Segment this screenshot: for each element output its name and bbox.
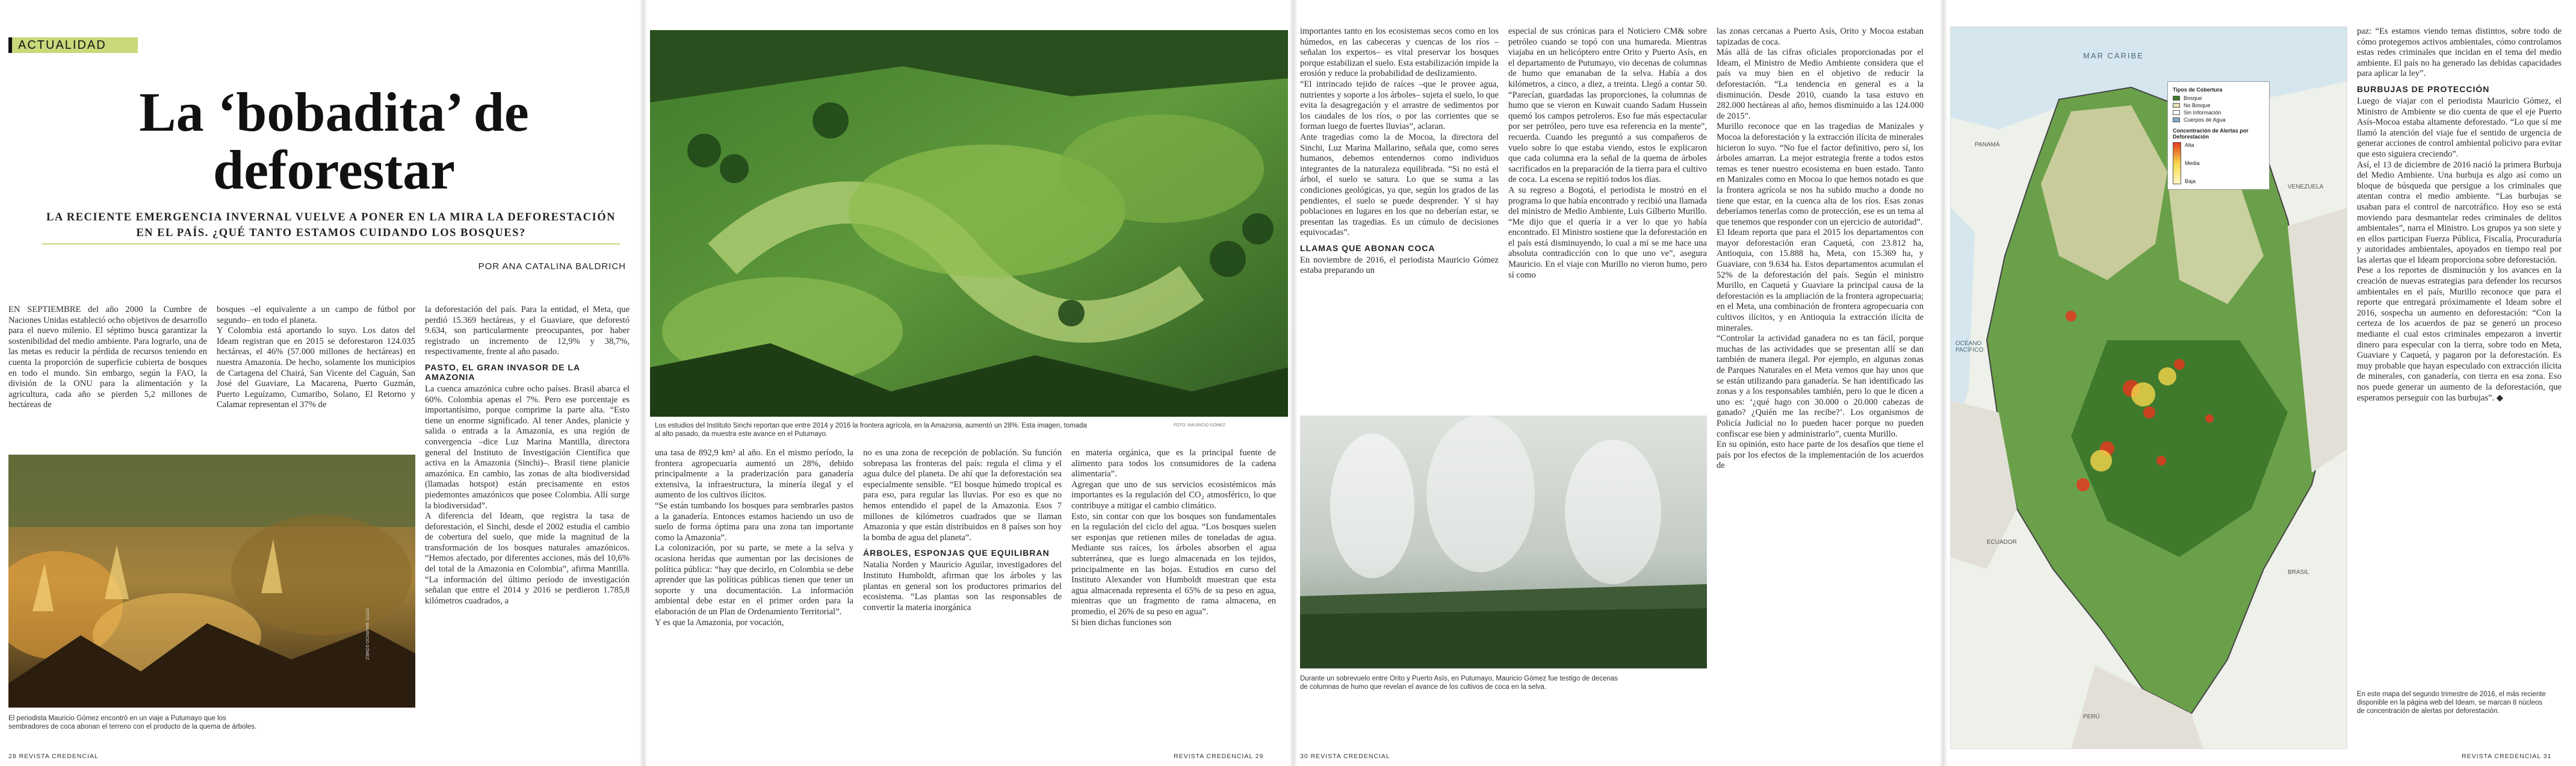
photo-credit-1: FOTO: MAURICIO GÓMEZ: [365, 608, 369, 660]
map-label-brasil: BRASIL: [2288, 569, 2309, 576]
article-column-6: en materia orgánica, que es la principal fuente de alimento para todos los consumidores de la cadena alimentaria”. Agregan que uno de sus servicios ecosistémicos más importantes es la regulación del CO₂ atmosférico, lo que contribuye a mitigar el cambio climático. Esto, sin contar con que los bosques son fundamentales en la regulación del ciclo del agua. “Los bosques suelen ser esponjas que retienen miles de toneladas de agua. Mediante sus raíces, los árboles absorben el agua subterránea, que es luego almacenada en los tejidos, principalmente en las hojas. Estudios en curso del Instituto Alexander von Humboldt muestran que esta agua almacenada representa el 65% de su peso en agua, mientras que un fragmento de rama almacena, en promedio, el 26% de su peso en agua”. Si bien dichas funciones son: [1071, 448, 1276, 627]
map-label-sea: MAR CARIBE: [2083, 51, 2144, 60]
map-label-ocean: OCÉANO PACÍFICO: [1955, 340, 1984, 353]
article-column-9: las zonas cercanas a Puerto Asís, Orito y Mocoa estaban tapizadas de coca. Más allá de las cifras oficiales proporcionadas por el Ideam, el Ministro de Medio Ambiente considera que el país va muy bien en el objetivo de reducir la deforestación. “La tendencia en general es a la disminución. Desde 2010, cuando la tasa estuvo en 282.000 hectáreas al año, hemos disminuido a las 124.000 de 2015”. Murillo reconoce que en las tragedias de Manizales y Mocoa la deforestación y la extracción ilícita de minerales hicieron lo suyo. “No fue el factor definitivo, pero sí, los árboles amarran. La mejor estrategia frente a todos estos temas es tener nuestro ecosistema en buen estado. Tanto en Manizales como en Mocoa lo que hemos notado es que la frontera agrícola se nos ha subido mucho a donde no tiene que estar, en la cuenca alta de los ríos. Esas zonas deberíamos tenerlas como de protección, ese es un tema al que tenemos que responder con un ejercicio de autoridad”. El Ideam reporta que para el 2015 los departamentos con mayor deforestación eran Caquetá, con 23.812 ha, Antioquia, con 15.888 ha, Meta, con 15.369 ha, y Guaviare, con 9.634 ha. Estos departamentos acumulan el 52% de la deforestación del país. Según el ministro Murillo, en Caquetá y Guaviare la principal causa de la deforestación es la ampliación de la frontera agropecuaria; en el Meta, una combinación de frontera agropecuaria con cultivos ilícitos, y en Antioquia la extracción ilícita de minerales. “Controlar la actividad ganadera no es tan fácil, porque muchas de las actividades que se presentan allí se dan también de manera ilegal. Por ejemplo, en algunas zonas de Parques Naturales en el Meta vemos que hay unos que se están utilizando para ganadería. Se han identificado las zonas y a los responsables también, pero lo que le dicen a uno es: ‘¿qué hago con 30.000 o 20.000 cabezas de ganado? ¿Quién me las recibe?’. Los organismos de Policía Judicial no lo pueden hacer porque no pueden confiscar ese bien y administrarlo”, cuenta Murillo. En su opinión, esto hace parte de los desafíos que tiene el país por los efectos de la implementación de los acuerdos de: [1717, 26, 1924, 471]
smoke-columns-image: [1300, 416, 1707, 668]
column-10-text: paz: “Es estamos viendo temas distintos, sobre todo de cómo protegemos activos ambientales, cómo controlamos estas redes criminales que incidan en el tema del medio ambiente. El país no ha generado las debidas capacidades para aplicar la ley”.: [2357, 26, 2562, 79]
legend-label-no-info: Sin Información: [2184, 110, 2221, 116]
section-heading-burbujas: BURBUJAS DE PROTECCIÓN: [2357, 84, 2490, 94]
map-label-venezuela: VENEZUELA: [2288, 184, 2324, 190]
legend-row-no-info: [2173, 110, 2264, 116]
section-heading-arboles: ÁRBOLES, ESPONJAS QUE EQUILIBRAN: [863, 548, 1050, 558]
page-4: [1944, 0, 2576, 766]
article-column-8: especial de sus crónicas para el Noticiero CM& sobre petróleo cuando se topó con una humareda. Mientras viajaba en un helicóptero entre Orito y Puerto Asís, en el departamento de Putumayo, vio decenas de columnas de humo que emanaban de la selva. Había a dos kilómetros, a cinco, a diez, a treinta. Llegó a contar 50. “Parecían, guardadas las proporciones, la columnas de humo que se vieron en Kuwait cuando Sadam Hussein quemó los campos petroleros. Eso fue más espectacular por ser petróleo, pero tuve esa referencia en la mente”, recuerda. Cuando les preguntó a sus compañeros de vuelo sobre lo que estaba viendo, estos le explicaron que cada columna era la señal de la quema de árboles sacrificados en la preparación de la tierra para el cultivo de coca. La escena se repitió todos los días. A su regreso a Bogotá, el periodista le mostró en el programa lo que había encontrado y recibió una llamada del ministro de Medio Ambiente, Luis Gilberto Murillo. “Me dijo que el quería ir a ver lo que yo había encontrado. El Ministro sostiene que la deforestación en el país está disminuyendo, lo cual a mí se me hace una absoluta contradicción con lo que uno ve”, asegura Mauricio. En el viaje con Murillo no vieron humo, pero sí como: [1508, 26, 1707, 280]
page-2: [644, 0, 1294, 766]
legend-row-non-forest: [2173, 102, 2264, 108]
legend-alert-high: Alta: [2185, 142, 2194, 148]
photo-aerial-pasture: [650, 30, 1288, 417]
legend-label-forest: Bosque: [2184, 95, 2202, 101]
legend-label-non-forest: No Bosque: [2184, 102, 2211, 108]
column-3-text-b: La cuenca amazónica cubre ocho países. Brasil abarca el 60%. Colombia apenas el 7%. Pero ese porcentaje es importantísimo, porque comprime la parte alta. “Esto tiene un enorme significado. Al tener Andes, planicie y salida o entrada a la Amazonia, es una región de convergencia –dice Luz Marina Mantilla, directora general del Instituto de Investigación Científica que activa en la Amazonia (Sinchi)–. Brasil tiene planicie amazónica. En cambio, las zonas de alta biodiversidad (llamadas hotspot) están precisamente en estos piedemontes amazónicos que posee Colombia. Allí surge la biodiversidad”. A diferencia del Ideam, que registra la tasa de deforestación, el Sinchi, desde el 2002 estudia el cambio de cobertura del suelo, que mide la magnitud de la transformación de los bosques naturales amazónicos. “Hemos afectado, por diferentes acciones, más del 10,6% del total de la Amazonia en Colombia”, afirma Mantilla. “La información del último período de investigación señalan que entre el 2014 y 2016 se perdieron 1.785,8 kilómetros cuadrados, a: [425, 384, 630, 606]
page-folio-4: REVISTA CREDENCIAL 31: [2462, 753, 2552, 760]
legend-alert-labels: [2185, 142, 2200, 184]
column-5-text-b: Natalia Norden y Mauricio Aguilar, investigadores del Instituto Humboldt, afirman que los árboles y las plantas en general son los productores primarios del ecosistema. “Las plantas son las responsables de convertir la materia inorgánica: [863, 560, 1062, 612]
legend-label-water: Cuerpos de Agua: [2184, 117, 2226, 123]
deforestation-map: [1950, 26, 2347, 749]
map-label-ecuador: ECUADOR: [1987, 539, 2017, 546]
page-folio-1: 28 REVISTA CREDENCIAL: [8, 753, 99, 760]
page-3: [1294, 0, 1944, 766]
legend-alert-low: Baja: [2185, 178, 2196, 184]
section-heading-pasto: PASTO, EL GRAN INVASOR DE LA AMAZONIA: [425, 362, 580, 382]
map-caption: En este mapa del segundo trimestre de 2016, el más reciente disponible en la página web del Ideam, se marcan 8 núcleos de concentración de alertas por deforestación.: [2357, 691, 2546, 715]
legend-swatch-water: [2173, 117, 2180, 122]
article-column-10: [2357, 26, 2562, 403]
column-10-text-b: Luego de viajar con el periodista Mauricio Gómez, el Ministro de Ambiente se dio cuenta de que el eje Puerto Asís-Mocoa estaba altamente deforestado. “Lo que sí me llamó la atención del viaje fue el sentido de urgencia de generar acciones de control ambiental policivo para evitar que esto siguiera creciendo”. Así, el 13 de diciembre de 2016 nació la primera Burbuja del Medio Ambiente. Una burbuja es algo así como un bloque de búsqueda que persigue a los criminales que atentan contra el medio ambiente. “Las burbujas se usaban para el control de narcotráfico. Hoy eso se está moviendo para desmantelar redes criminales de delitos ambientales”, narra el Ministro. Los grupos ya son siete y en ellos participan Fuerza Pública, Fiscalía, Procuraduría y autoridades ambientales, apoyados en tiempo real por las alertas que el Ideam proporciona sobre deforestación. Pese a los reportes de disminución y los avances en la creación de nuevas estrategias para defender los recursos ambientales en el país, Murillo reconoce que para el reporte que entregará próximamente el Ideam sobre el 2016, sospecha un aumento en deforestación: “Con la certeza de los acuerdos de paz se generó un proceso mediante el cual estos criminales empezaron a invertir dinero para especular con la tierra, sobre todo en Meta, Guaviare y Caquetá, y pagaron por la deforestación. Es muy probable que hayan especulado con extracción ilícita de minerales, con ganadería, con tierra en esa zona. Eso nos puede generar un aumento de la deforestación, que esperamos perseguir con las burbujas”. ◆: [2357, 96, 2562, 403]
photo-caption-3: Durante un sobrevuelo entre Orito y Puerto Asís, en Putumayo, Mauricio Gómez fue testigo de decenas de columnas de humo que revelan el avance de los cultivos de coca en la selva.: [1300, 675, 1618, 691]
legend-swatch-no-info: [2173, 110, 2180, 115]
colombia-map-image: [1951, 27, 2347, 749]
column-3-text: la deforestación del país. Para la entidad, el Meta, que perdió 15.369 hectáreas, y el Guaviare, que deforestó 9.634, son particularmente preocupantes, por haber registrado un incremento de 12,9% y 38,7%, respectivamente, frente al año pasado.: [425, 305, 630, 357]
section-tag-label: ACTUALIDAD: [18, 39, 107, 52]
photo-caption-1: El periodista Mauricio Gómez encontró en un viaje a Putumayo que los sembradores de coca abonan el terreno con el producto de la quema de árboles.: [8, 715, 257, 730]
map-label-panama: PANAMÁ: [1975, 142, 2000, 148]
legend-swatch-non-forest: [2173, 103, 2180, 108]
map-label-peru: PERÚ: [2083, 714, 2100, 720]
map-legend-title-coverage: Tipos de Cobertura: [2173, 87, 2223, 93]
photo-burning-forest: [8, 455, 415, 708]
legend-swatch-forest: [2173, 96, 2180, 101]
legend-row-water: [2173, 117, 2264, 123]
article-column-1: EN SEPTIEMBRE del año 2000 la Cumbre de Naciones Unidas estableció ocho objetivos de desarrollo para el nuevo milenio. El séptimo busca garantizar la sostenibilidad del medio ambiente. Para lograrlo, una de las metas es reducir la pérdida de recursos teniendo en cuenta la proporción de superficie cubierta de bosques en todo el mundo. Sin embargo, según la FAO, la división de la ONU para la alimentación y la agricultura, cada año se pierden 5,2 millones de hectáreas de: [8, 305, 207, 410]
photo-credit-2: FOTO: MAURICIO GÓMEZ: [1174, 423, 1225, 428]
legend-row-forest: [2173, 95, 2264, 101]
map-legend: [2167, 81, 2270, 190]
legend-alert-mid: Media: [2185, 160, 2200, 166]
page-1: [0, 0, 644, 766]
article-column-2: bosques –el equivalente a un campo de fútbol por segundo– en todo el planeta. Y Colombia está aportando lo suyo. Los datos del Ideam registran que en 2015 se deforestaron 124.035 hectáreas, el 46% (57.000 millones de hectáreas) en nuestra Amazonia. De hecho, solamente los municipios de Cartagena del Chairá, San Vicente del Caguán, San José del Guaviare, La Macarena, Puerto Guzmán, Puerto Leguízamo, Cumaribo, Solano, El Retorno y Calamar representan el 37% de: [217, 305, 415, 410]
column-7-text: importantes tanto en los ecosistemas secos como en los húmedos, en las cabeceras y cuencas de los ríos –señalan los expertos– es vital preservar los bosques porque estabilizan el suelo. Esta estabilización impide la erosión y reduce la probabilidad de deslizamiento. “El intrincado tejido de raíces –que le provee agua, nutrientes y soporte a los árboles– sujeta el suelo, lo que evita la desagregación y el arrastre de sedimentos por los caudales de los ríos, o por las corrientes que se forman luego de fuertes lluvias”, aclaran. Ante tragedias como la de Mocoa, la directora del Sinchi, Luz Marina Mallarino, señala que, como seres humanos, debemos entendernos como individuos integrantes de la naturaleza equilibrada. “Si no está el árbol, el suelo se satura. Lo que se suma a las condiciones geológicas, ya que, según los grados de las pendientes, el suelo se puede desprender. Y si hay poblaciones en lugares en los que no deberían estar, se presentan las tragedias. Es un cúmulo de decisiones equivocadas”.: [1300, 26, 1499, 238]
byline: POR ANA CATALINA BALDRICH: [478, 261, 626, 272]
aerial-pasture-image: [650, 30, 1288, 417]
page-title: La ‘bobadita’ de deforestar: [139, 81, 529, 201]
column-5-text: no es una zona de recepción de población. Su función sobrepasa las fronteras del país: regula el clima y el agua dulce del planeta. De ahí que la deforestación sea especialmente sensible. “El bosque húmedo tropical es para eso, para regular las lluvias. Por eso es que no hemos entendido el papel de la Amazonia. Esos 7 millones de kilómetros cuadrados que se llaman Amazonia y que están distribuidos en 8 países son hoy la bomba de agua del planeta”.: [863, 448, 1062, 543]
article-column-3: [425, 305, 630, 606]
article-column-4: una tasa de 892,9 km² al año. En el mismo período, la frontera agropecuaria aumentó un 28%, debido principalmente a la praderización para ganadería extensiva, la infraestructura, la minería ilegal y el aumento de los cultivos ilícitos. “Se están tumbando los bosques para sembrarles pastos a la ganadería. Entonces estamos haciendo un uso de suelo de forma óptima para una zona tan importante como la Amazonia”. La colonización, por su parte, se mete a la selva y ocasiona heridas que aumentan por las decisiones de política pública: “hay que decirlo, en Colombia se debe aprender que las políticas públicas tienen que tener un soporte y una documentación. La información ambiental debe estar en el primer orden para la elaboración de un Plan de Ordenamiento Territorial”. Y es que la Amazonia, por vocación,: [655, 448, 853, 627]
page-folio-2: REVISTA CREDENCIAL 29: [1174, 753, 1264, 760]
article-column-7: [1300, 26, 1499, 276]
legend-alert-scale: [2173, 142, 2264, 184]
article-column-5: [863, 448, 1062, 613]
section-heading-llamas: LLAMAS QUE ABONAN COCA: [1300, 243, 1435, 253]
map-legend-title-alerts: Concentración de Alertas por Deforestación: [2173, 128, 2249, 140]
burning-forest-image: [8, 455, 415, 708]
legend-alert-gradient: [2173, 142, 2181, 184]
page-folio-3: 30 REVISTA CREDENCIAL: [1300, 753, 1390, 760]
column-7-text-b: En noviembre de 2016, el periodista Mauricio Gómez estaba preparando un: [1300, 255, 1499, 276]
photo-caption-2: Los estudios del Instituto Sinchi reportan que entre 2014 y 2016 la frontera agrícola, en la Amazonia, aumentó un 28%. Esta imagen, tomada al alto pasado, da muestra este avance en el Putumayo.: [655, 422, 1087, 438]
section-tag: [8, 37, 138, 53]
photo-smoke-columns: [1300, 416, 1707, 668]
page-subtitle: LA RECIENTE EMERGENCIA INVERNAL VUELVE A PONER EN LA MIRA LA DEFORESTACIÓN EN EL PAÍS. ¿QUÉ TANTO ESTAMOS CUIDANDO LOS BOSQUES?: [42, 210, 620, 244]
